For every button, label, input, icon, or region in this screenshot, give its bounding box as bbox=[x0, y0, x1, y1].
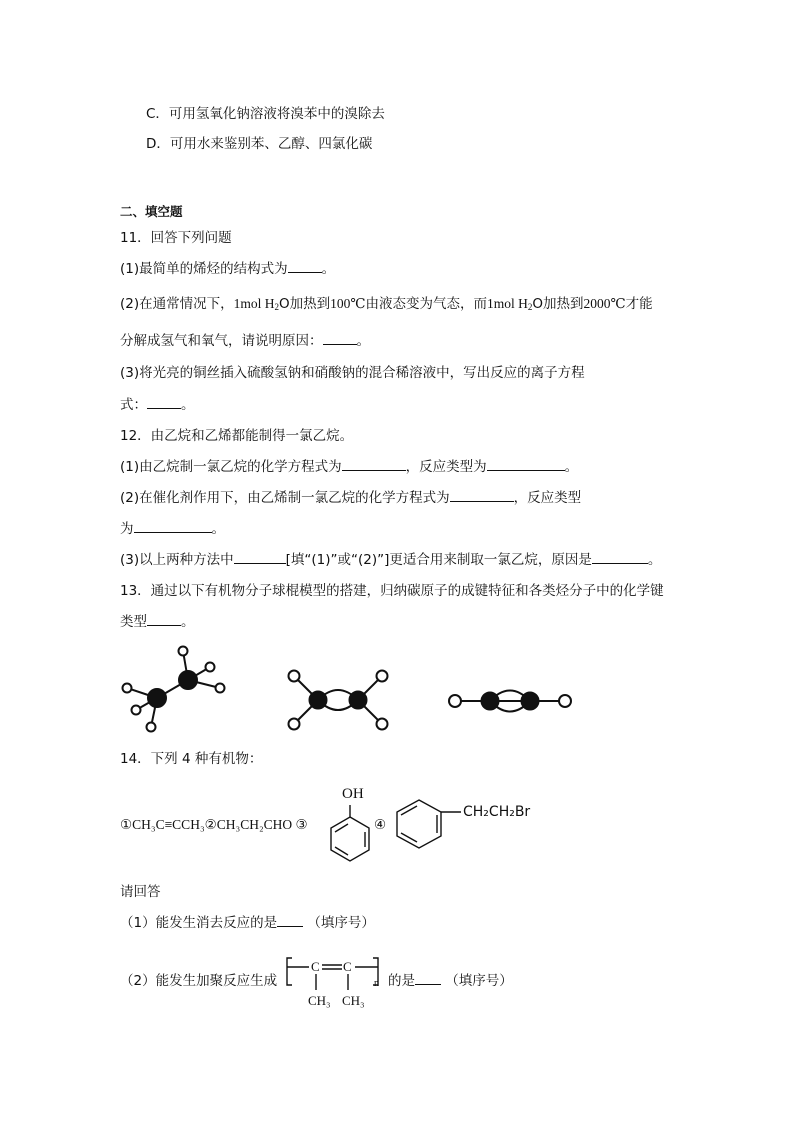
carbon-atom bbox=[148, 689, 166, 707]
q11-part2-cont-text: 分解成氢气和氧气，请说明原因： bbox=[120, 333, 323, 349]
q12-part2-continued bbox=[120, 520, 225, 538]
hydrogen-atom bbox=[123, 684, 132, 693]
q12-part1-text-a: (1)由乙烷制一氯乙烷的化学方程式为 bbox=[120, 459, 342, 475]
hydrogen-atom bbox=[289, 671, 300, 682]
carbon-atom bbox=[350, 692, 367, 709]
hydrogen-atom bbox=[216, 684, 225, 693]
subscript-2: 2 bbox=[274, 302, 280, 312]
q12-part2-text-a: (2)在催化剂作用下，由乙烯制一氯乙烷的化学方程式为 bbox=[120, 490, 450, 506]
answer-blank[interactable] bbox=[592, 551, 648, 564]
compound-4-label: ④ bbox=[374, 817, 387, 832]
answer-blank[interactable] bbox=[234, 551, 286, 564]
answer-blank[interactable] bbox=[288, 260, 322, 273]
answer-blank[interactable] bbox=[415, 972, 441, 985]
q11-part3-continued bbox=[120, 396, 195, 414]
hydrogen-atom bbox=[179, 647, 188, 656]
q11-part3-cont-text: 式： bbox=[120, 397, 147, 413]
answer-blank[interactable] bbox=[342, 458, 406, 471]
ethane-model bbox=[123, 647, 225, 732]
amount-1mol-h-2: 1mol H bbox=[487, 296, 528, 311]
carbon-atom bbox=[179, 671, 197, 689]
period: 。 bbox=[356, 333, 370, 349]
q12-stem: 12．由乙烷和乙烯都能制得一氯乙烷。 bbox=[120, 428, 354, 444]
q14-sub2-text-b: 的是 bbox=[388, 973, 415, 989]
oxygen-o: O bbox=[279, 296, 290, 312]
oxygen-o: O bbox=[532, 296, 544, 312]
q13-cont-text: 类型 bbox=[120, 614, 147, 630]
oh-label: OH bbox=[342, 786, 364, 802]
q12-part2-text-b: ，反应类型 bbox=[513, 490, 582, 506]
carbon-atom bbox=[310, 692, 327, 709]
amount-1mol-h: 1mol H bbox=[233, 296, 275, 311]
answer-blank[interactable] bbox=[450, 489, 514, 502]
q12-part3 bbox=[120, 551, 661, 569]
q12-part3-text-b: [填“(1)”或“(2)”]更适合用来制取一氯乙烷，原因是 bbox=[285, 552, 592, 568]
q14-stem: 14．下列 4 种有机物： bbox=[120, 751, 263, 767]
polymer-carbon-2: C bbox=[343, 959, 352, 974]
q14-sub2-text-c: （填序号） bbox=[445, 973, 513, 989]
hydrogen-atom bbox=[449, 695, 461, 707]
answer-blank[interactable] bbox=[134, 520, 212, 533]
q11-part3: (3)将光亮的铜丝插入硫酸氢钠和硝酸钠的混合稀溶液中，写出反应的离子方程 bbox=[120, 365, 585, 381]
q13-continued bbox=[120, 613, 195, 631]
q11-part2-text-e: 才能 bbox=[625, 296, 653, 312]
hydrogen-atom bbox=[132, 706, 141, 715]
period: 。 bbox=[647, 552, 662, 568]
period: 。 bbox=[181, 614, 195, 630]
answer-blank[interactable] bbox=[323, 332, 357, 345]
polymer-n: n bbox=[374, 978, 379, 989]
acetylene-model bbox=[449, 691, 571, 712]
q11-part2-text-d: 加热到 bbox=[543, 296, 584, 312]
hydrogen-atom bbox=[377, 671, 388, 682]
hydrogen-atom bbox=[289, 719, 300, 730]
q11-part2-text-a: (2)在通常情况下， bbox=[120, 296, 234, 312]
answer-blank[interactable] bbox=[277, 914, 303, 927]
polymer-ch3-1: CH₃ bbox=[308, 993, 331, 1008]
q14-sub1-text-a: （1）能发生消去反应的是 bbox=[120, 915, 278, 931]
polymer-ch3-2: CH₃ bbox=[342, 993, 365, 1008]
q11-part2 bbox=[120, 295, 653, 316]
hydrogen-atom bbox=[559, 695, 571, 707]
hydrogen-atom bbox=[147, 723, 156, 732]
period: 。 bbox=[181, 397, 195, 413]
period: 。 bbox=[321, 261, 336, 277]
q11-part2-continued bbox=[120, 332, 370, 350]
q12-part1-text-b: ，反应类型为 bbox=[405, 459, 487, 475]
temperature-100: 100℃ bbox=[330, 296, 366, 311]
q14-prompt: 请回答 bbox=[120, 884, 161, 900]
option-c: C．可用氢氧化钠溶液将溴苯中的溴除去 bbox=[146, 106, 385, 122]
answer-blank[interactable] bbox=[147, 396, 181, 409]
q11-part1-text: (1)最简单的烯烃的结构式为 bbox=[120, 261, 288, 277]
q12-part2-cont-text: 为 bbox=[120, 521, 134, 537]
q14-sub2-text-a: （2）能发生加聚反应生成 bbox=[120, 973, 278, 989]
q14-sub2-cont bbox=[388, 972, 513, 990]
subscript-2: 2 bbox=[527, 302, 533, 312]
answer-blank[interactable] bbox=[487, 458, 565, 471]
q11-part1 bbox=[120, 260, 335, 278]
option-d: D．可用水来鉴别苯、乙醇、四氯化碳 bbox=[146, 136, 373, 152]
q14-sub1-text-b: （填序号） bbox=[307, 915, 375, 931]
q11-part2-text-c: 由液态变为气态，而 bbox=[365, 296, 488, 312]
side-chain-label: CH₂CH₂Br bbox=[463, 804, 531, 820]
ethylene-model bbox=[289, 671, 388, 730]
q12-part3-text-a: (3)以上两种方法中 bbox=[120, 552, 234, 568]
answer-blank[interactable] bbox=[147, 613, 181, 626]
carbon-atom bbox=[482, 693, 499, 710]
carbon-atom bbox=[522, 693, 539, 710]
q11-part2-text-b: 加热到 bbox=[289, 296, 331, 312]
polymer-carbon-1: C bbox=[311, 959, 320, 974]
hydrogen-atom bbox=[377, 719, 388, 730]
q13-stem: 13．通过以下有机物分子球棍模型的搭建，归纳碳原子的成键特征和各类烃分子中的化学键 bbox=[120, 583, 664, 599]
q12-part2 bbox=[120, 489, 581, 507]
hydrogen-atom bbox=[206, 663, 215, 672]
q11-stem: 11．回答下列问题 bbox=[120, 230, 232, 246]
section-title: 二、填空题 bbox=[120, 204, 183, 219]
q14-compounds: ①CH₃C≡CCH₃②CH₃CH₂CHO ③ bbox=[120, 817, 308, 832]
period: 。 bbox=[564, 459, 579, 475]
q12-part1 bbox=[120, 458, 578, 476]
q14-sub1 bbox=[120, 914, 375, 932]
period: 。 bbox=[211, 521, 225, 537]
temperature-2000: 2000℃ bbox=[583, 296, 626, 311]
